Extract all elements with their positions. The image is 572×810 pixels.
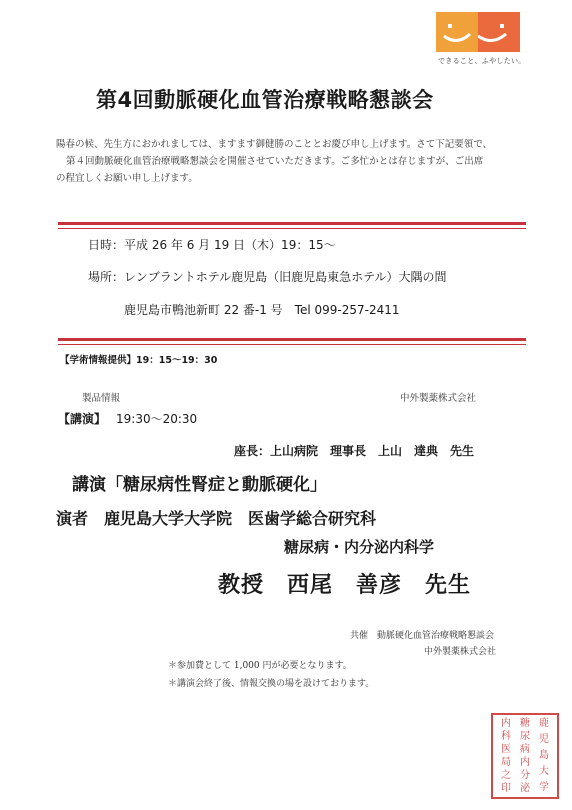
event-datetime: 日時：平成 26 年 6 月 19 日（木）19：15～ [88, 238, 336, 252]
department-seal-icon [490, 712, 560, 800]
svg-text:大: 大 [539, 766, 549, 777]
top-divider [58, 222, 526, 225]
logo-tagline: できること、ふやしたい。 [438, 57, 526, 65]
logo-right-square-icon [478, 12, 520, 52]
lecture-time: 19:30～20:30 [116, 412, 198, 426]
greeting-line-3: の程宜しくお願い申し上げます。 [56, 173, 198, 184]
svg-text:局: 局 [501, 757, 511, 768]
cohost-line-1: 共催 動脈硬化血管治療戦略懇談会 [350, 631, 495, 641]
page-title: 第4回動脈硬化血管治療戦略懇談会 [96, 88, 434, 112]
svg-text:分: 分 [520, 770, 530, 781]
greeting-line-2: 第４回動脈硬化血管治療戦略懇談会を開催させていただきます。ご多忙かとは存じますが、ご出席 [66, 156, 484, 167]
svg-text:医: 医 [501, 744, 511, 755]
company-logo [436, 12, 478, 52]
academic-heading: 【学術情報提供】19：15～19：30 [60, 352, 221, 366]
middle-divider-thin [58, 344, 526, 345]
svg-text:内: 内 [520, 757, 530, 768]
academic-item: 製品情報 [82, 393, 121, 404]
speaker-affiliation-2: 糖尿病・内分泌内科学 [284, 538, 435, 556]
svg-text:泌: 泌 [520, 783, 530, 794]
logo-left-square-icon [436, 12, 478, 52]
lecture-heading: 【講演】 [58, 412, 107, 426]
greeting-line-1: 陽春の候、先生方におかれましては、ますます御健勝のこととお慶び申し上げます。さて下記要領で、 [56, 139, 493, 150]
lecture-chair: 座長：上山病院 理事長 上山 達典 先生 [234, 444, 475, 458]
cohost-line-2: 中外製薬株式会社 [424, 647, 497, 657]
note-fee: ＊参加費として 1,000 円が必要となります。 [168, 661, 352, 671]
svg-text:糖: 糖 [520, 718, 530, 729]
svg-text:尿: 尿 [520, 731, 530, 742]
event-address: 鹿児島市鴨池新町 22 番-1 号 Tel 099-257-2411 [124, 303, 400, 317]
svg-text:印: 印 [501, 783, 511, 794]
svg-text:内: 内 [501, 718, 511, 729]
note-exchange: ＊講演会終了後、情報交換の場を設けております。 [168, 679, 375, 689]
svg-text:之: 之 [501, 770, 511, 781]
lecture-topic: 講演「糖尿病性腎症と動脈硬化」 [72, 475, 327, 495]
speaker-name: 教授 西尾 善彦 先生 [218, 573, 472, 598]
speaker-affiliation-1: 演者 鹿児島大学大学院 医歯学総合研究科 [56, 509, 377, 528]
logo-right-square [478, 12, 520, 52]
svg-text:島: 島 [539, 750, 549, 761]
academic-company: 中外製薬株式会社 [400, 393, 477, 404]
svg-text:病: 病 [520, 744, 530, 755]
svg-text:科: 科 [501, 731, 511, 742]
middle-divider [58, 338, 526, 341]
svg-text:学: 学 [539, 782, 549, 793]
svg-text:鹿: 鹿 [539, 718, 549, 729]
top-divider-thin [58, 228, 526, 229]
event-venue: 場所：レンブラントホテル鹿児島（旧鹿児島東急ホテル）大隅の間 [88, 270, 447, 284]
svg-text:児: 児 [539, 734, 549, 745]
